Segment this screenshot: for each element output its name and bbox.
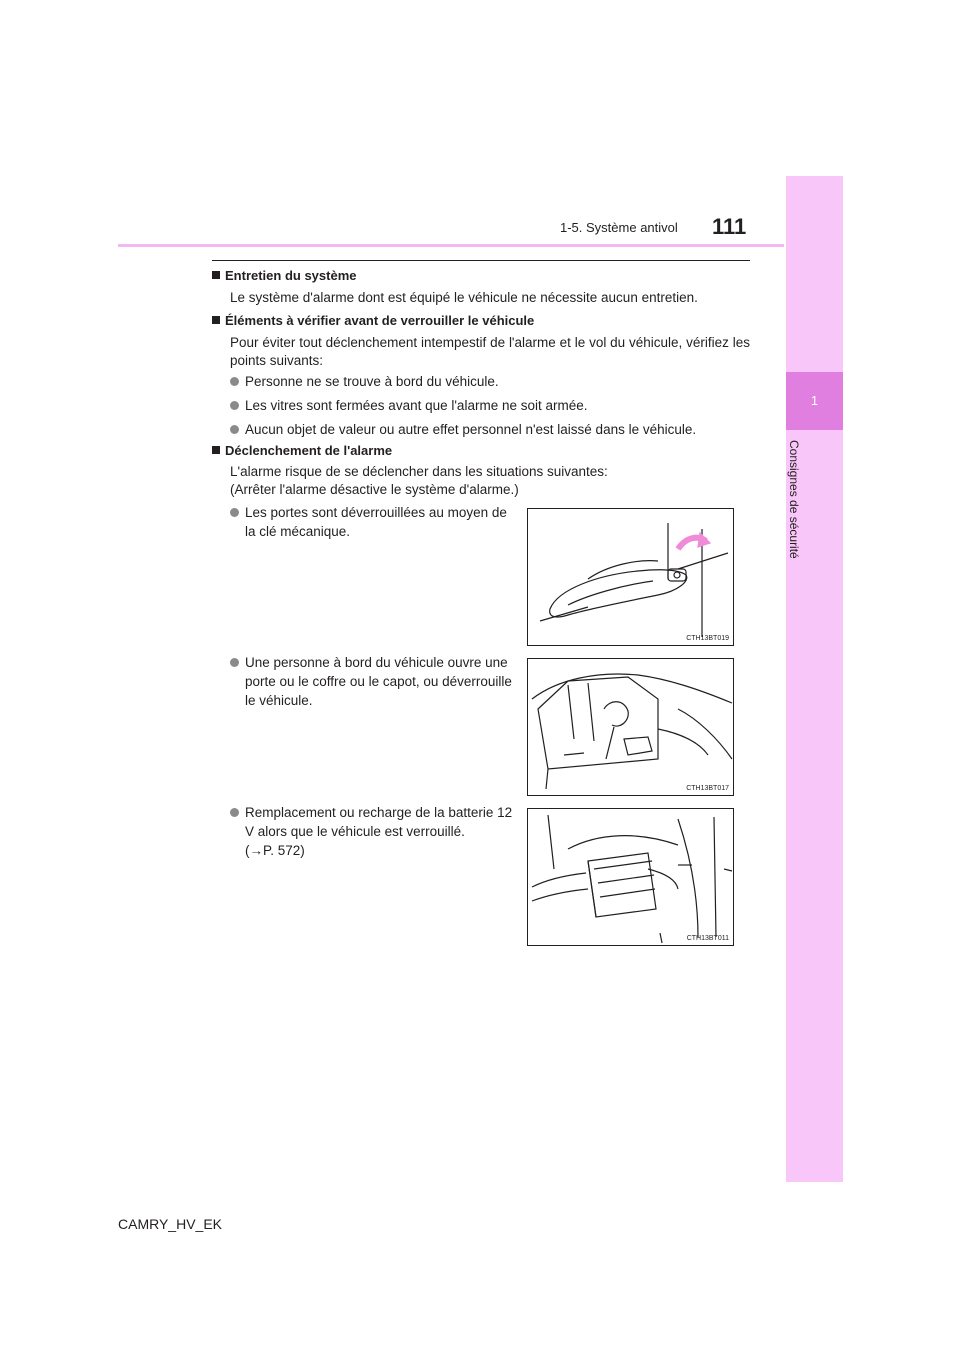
bullet-dot-icon	[230, 658, 239, 667]
square-bullet-icon	[212, 316, 220, 324]
paragraph-check: Pour éviter tout déclenchement intempestif de l'alarme et le vol du véhicule, vérifiez les points suivants:	[230, 335, 750, 368]
item-text: Une personne à bord du véhicule ouvre une	[245, 655, 508, 670]
item-text: V alors que le véhicule est verrouillé.	[245, 824, 465, 839]
trigger-item-3	[230, 803, 516, 860]
item-text: la clé mécanique.	[245, 524, 351, 539]
heading-maintenance	[212, 268, 357, 283]
figure-door-handle-key	[527, 508, 734, 646]
content-top-rule	[212, 260, 750, 261]
bullet-text: Aucun objet de valeur ou autre effet personnel n'est laissé dans le véhicule.	[245, 422, 697, 437]
header-rule	[118, 244, 784, 247]
item-text: porte ou le coffre ou le capot, ou déverrouille	[245, 674, 512, 689]
paragraph-trigger-1: L'alarme risque de se déclencher dans les situations suivantes:	[230, 464, 608, 479]
item-text: Remplacement ou recharge de la batterie 12	[245, 805, 513, 820]
trigger-item-2	[230, 653, 516, 710]
trigger-item-1	[230, 503, 516, 541]
page-number: 111	[712, 214, 747, 239]
figure-person-opening-door	[527, 658, 734, 796]
heading-text: Éléments à vérifier avant de verrouiller le véhicule	[225, 313, 535, 328]
chapter-label	[787, 440, 807, 580]
figure-code: CTH13BT011	[686, 935, 729, 942]
item-text: (→P. 572)	[245, 843, 305, 858]
figure-code: CTH13BT017	[686, 785, 729, 792]
heading-text: Déclenchement de l'alarme	[225, 443, 393, 458]
figure-battery-replacement	[527, 808, 734, 946]
chapter-label-text: Consignes de sécurité	[787, 440, 801, 559]
door-handle-illustration	[528, 509, 733, 645]
section-title: 1-5. Système antivol	[560, 220, 678, 235]
paragraph-maintenance: Le système d'alarme dont est équipé le véhicule ne nécessite aucun entretien.	[230, 290, 698, 305]
bullet-text: Personne ne se trouve à bord du véhicule.	[245, 374, 499, 389]
bullet-text: Les vitres sont fermées avant que l'alarme ne soit armée.	[245, 398, 588, 413]
figure-code: CTH13BT019	[686, 635, 729, 642]
paragraph-trigger-2: (Arrêter l'alarme désactive le système d'alarme.)	[230, 482, 519, 497]
footer-model-code: CAMRY_HV_EK	[118, 1216, 223, 1232]
bullet-dot-icon	[230, 808, 239, 817]
square-bullet-icon	[212, 271, 220, 279]
heading-trigger	[212, 443, 392, 458]
bullet-dot-icon	[230, 425, 239, 434]
heading-check	[212, 313, 534, 328]
bullet-dot-icon	[230, 508, 239, 517]
bullet-check-2	[230, 396, 588, 415]
square-bullet-icon	[212, 446, 220, 454]
item-text: le véhicule.	[245, 693, 313, 708]
item-text: Les portes sont déverrouillées au moyen de	[245, 505, 507, 520]
battery-illustration	[528, 809, 733, 945]
bullet-check-1	[230, 372, 499, 391]
car-door-open-illustration	[528, 659, 733, 795]
bullet-dot-icon	[230, 401, 239, 410]
chapter-number: 1	[810, 393, 819, 408]
chapter-side-band	[786, 176, 843, 1182]
heading-text: Entretien du système	[225, 268, 357, 283]
bullet-dot-icon	[230, 377, 239, 386]
bullet-check-3	[230, 420, 696, 439]
